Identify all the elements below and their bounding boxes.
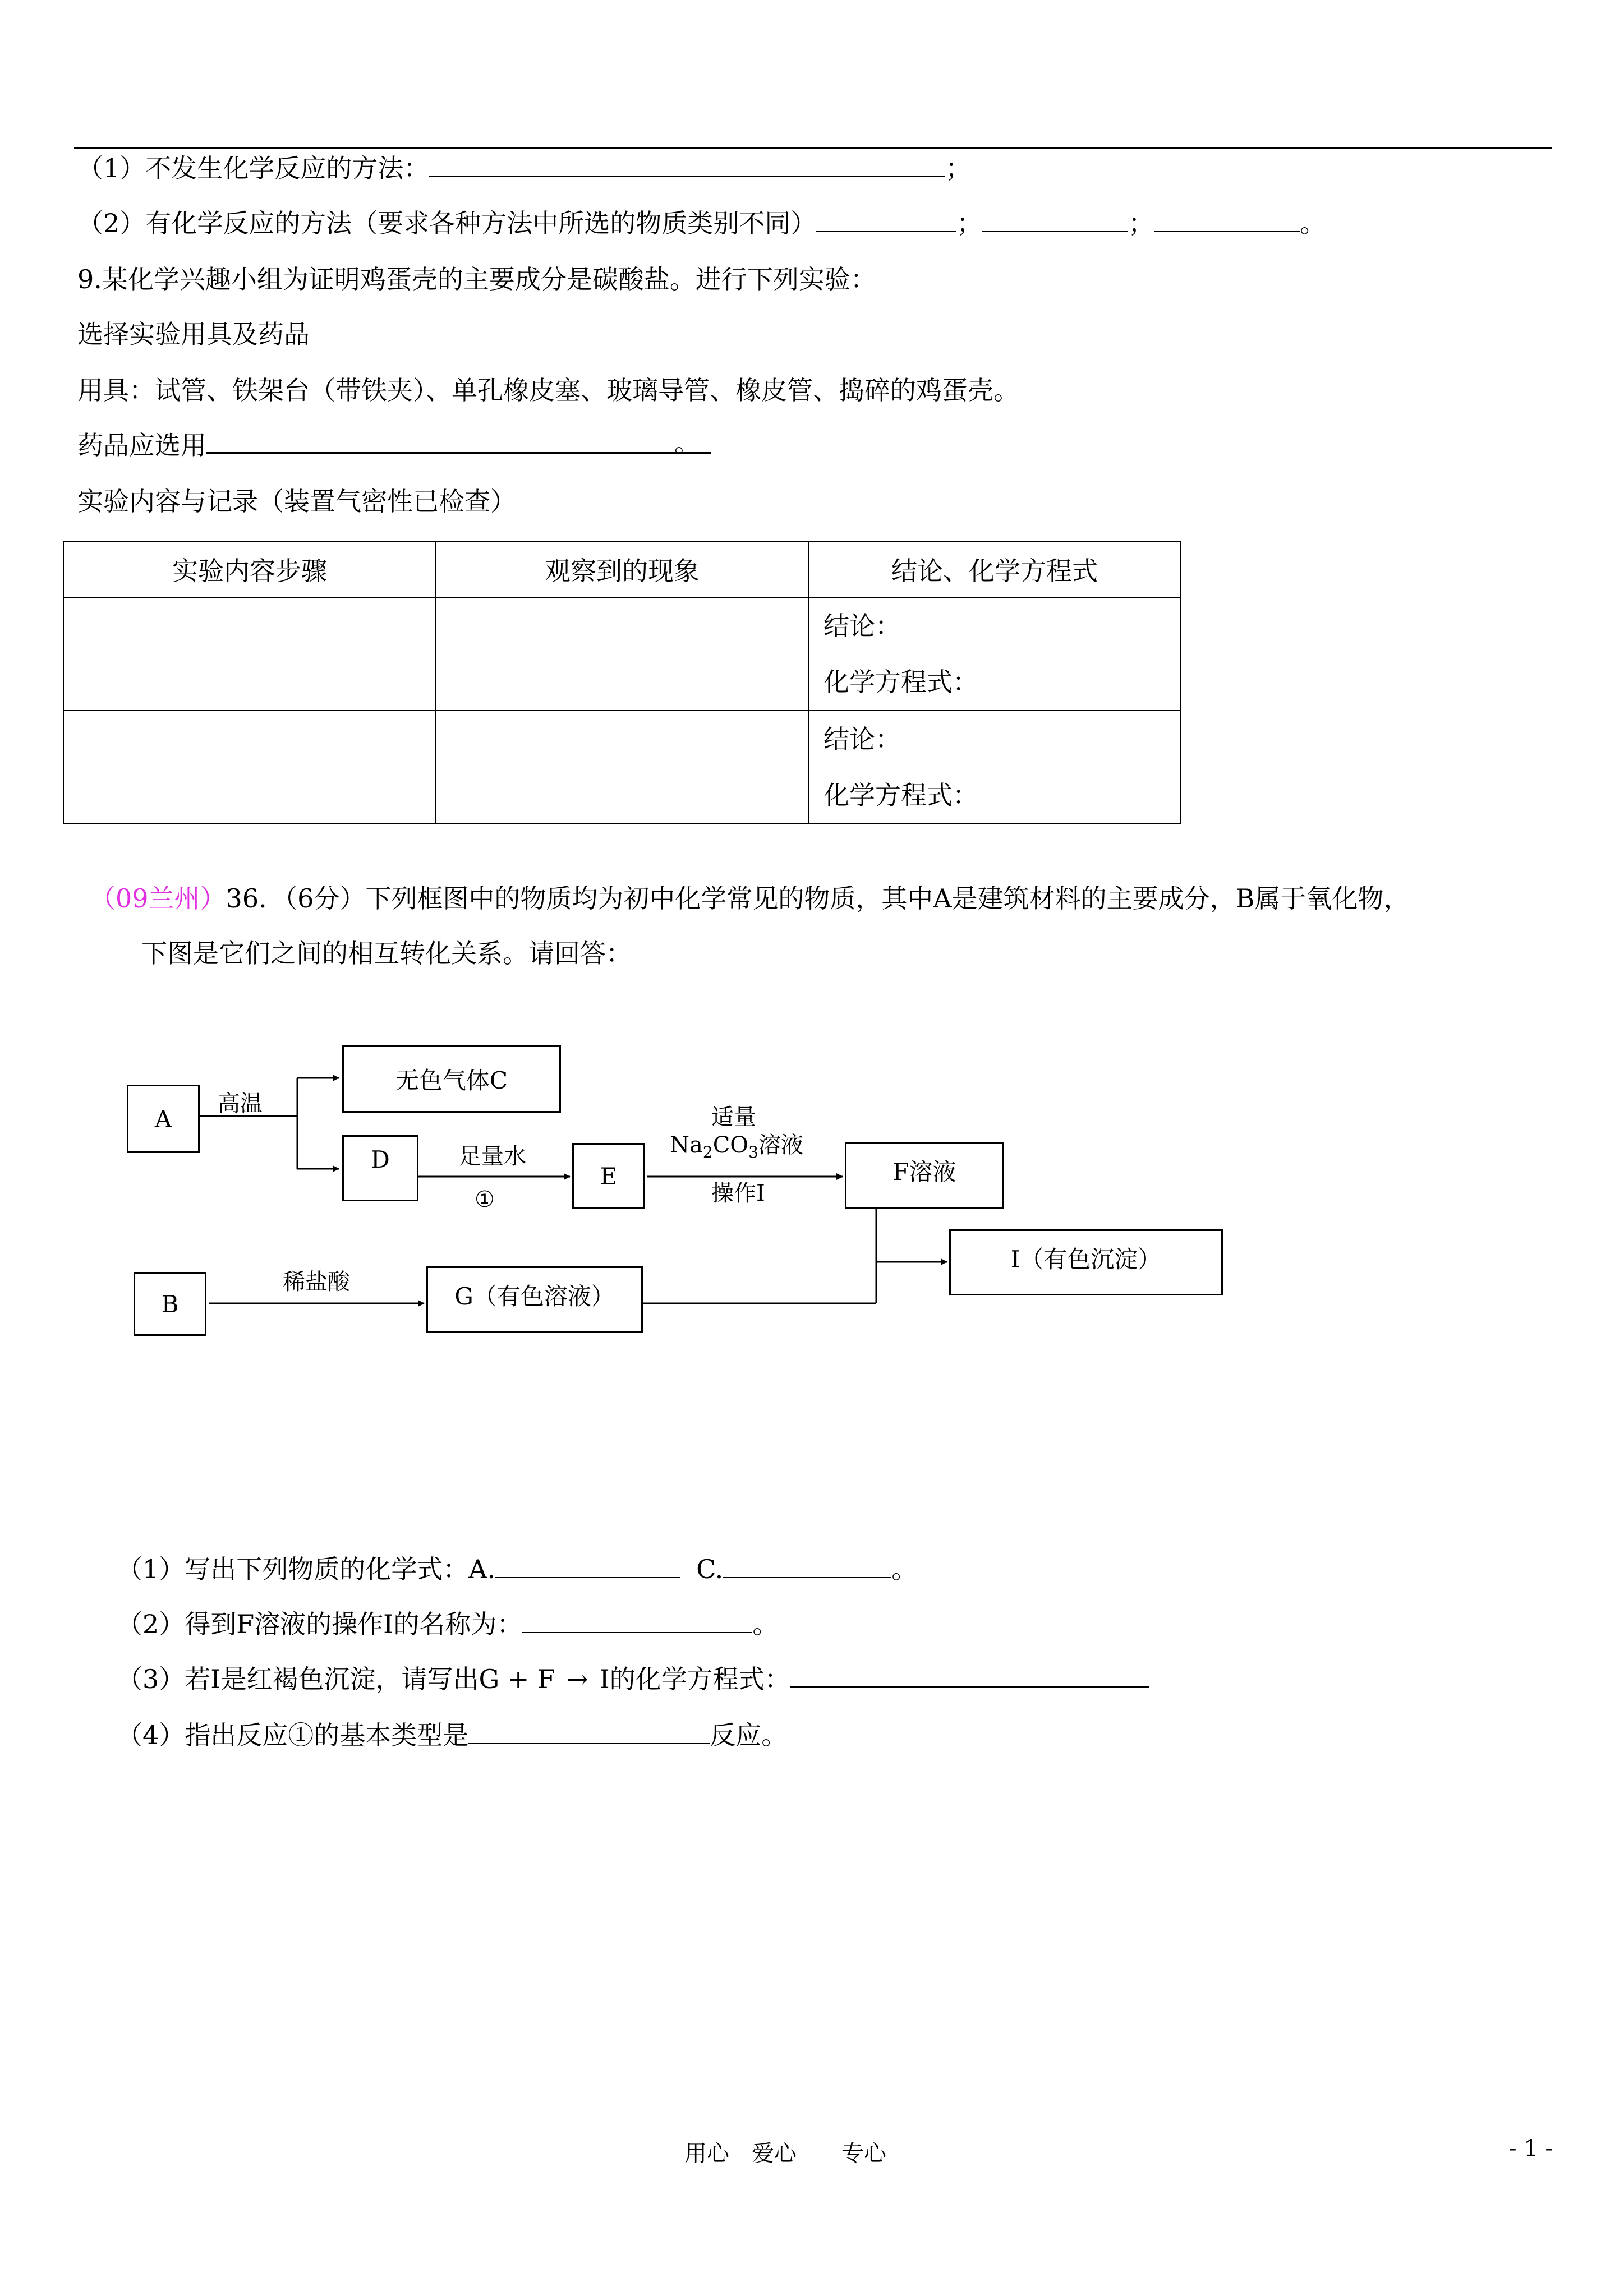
equation-label: 化学方程式： [823, 667, 978, 697]
label-high-temp: 高温 [218, 1091, 263, 1117]
q8-line2-prefix: （2）有化学反应的方法（要求各种方法中所选的物质类别不同） [77, 208, 817, 238]
q36-sub2 [117, 1608, 778, 1640]
node-f: F溶液 [845, 1142, 1004, 1209]
formula-sub3: 3 [748, 1143, 758, 1161]
q9-drug-prefix: 药品应选用 [77, 430, 206, 460]
conclusion-label: 结论： [823, 724, 901, 754]
q9-tools: 用具：试管、铁架台（带铁夹）、单孔橡皮塞、玻璃导管、橡皮管、捣碎的鸡蛋壳。 [77, 375, 1019, 405]
sub1-suffix: 。 [891, 1554, 918, 1584]
node-e: E [572, 1143, 645, 1209]
source-tag: （09兰州） [90, 883, 226, 914]
table-header-phenomenon: 观察到的现象 [436, 541, 808, 597]
arrow-symbol: → [566, 1664, 588, 1694]
q36-sub1 [117, 1553, 917, 1585]
q36-intro-line2: 下图是它们之间的相互转化关系。请回答： [141, 938, 632, 969]
sub3-mid: I的化学方程式： [599, 1664, 790, 1694]
sub2-suffix: 。 [752, 1609, 779, 1639]
q9-select-title: 选择实验用具及药品 [77, 319, 310, 349]
sub4-prefix: （4）指出反应①的基本类型是 [117, 1720, 469, 1750]
node-d: D [342, 1135, 418, 1201]
answer-blank-c[interactable] [723, 1555, 891, 1578]
node-g: G（有色溶液） [426, 1266, 643, 1333]
sub3-prefix: （3）若I是红褐色沉淀，请写出G + F [117, 1664, 555, 1694]
label-na2co3-solution [670, 1127, 803, 1161]
node-b: B [134, 1272, 206, 1336]
sub2-prefix: （2）得到F溶液的操作Ⅰ的名称为： [117, 1609, 523, 1639]
sub1-prefix: （1）写出下列物质的化学式：A. [117, 1554, 496, 1584]
q8-line2-suffix: 。 [1300, 208, 1326, 238]
formula-sub2: 2 [702, 1143, 713, 1161]
conclusion-label: 结论： [823, 611, 901, 641]
sub1-mid: C. [696, 1554, 724, 1584]
q8-line1-suffix: ； [945, 153, 972, 183]
q36-sub3 [117, 1663, 1149, 1695]
answer-blank[interactable] [468, 1721, 710, 1744]
table-header-step: 实验内容步骤 [63, 541, 436, 597]
label-appropriate-amount: 适量 [711, 1104, 756, 1130]
table-header-conclusion: 结论、化学方程式 [808, 541, 1181, 597]
node-i: I（有色沉淀） [949, 1229, 1223, 1295]
q36-sub4 [117, 1719, 787, 1751]
q9-drug-suffix: 。 [674, 428, 700, 458]
q8-line1-prefix: （1）不发生化学反应的方法： [77, 153, 430, 183]
label-sufficient-water: 足量水 [459, 1144, 526, 1169]
page-number: - 1 - [1509, 2136, 1553, 2161]
footer-motto: 用心 爱心 专心 [684, 2141, 886, 2166]
label-dilute-hcl: 稀盐酸 [283, 1269, 350, 1295]
answer-blank-a[interactable] [495, 1555, 680, 1578]
node-c: 无色气体C [342, 1045, 561, 1113]
answer-blank[interactable] [522, 1610, 752, 1633]
label-operation-1: 操作Ⅰ [711, 1181, 765, 1206]
q9-title: 9.某化学兴趣小组为证明鸡蛋壳的主要成分是碳酸盐。进行下列实验： [77, 264, 876, 294]
q8-sep: ； [956, 208, 983, 238]
sub4-suffix: 反应。 [710, 1720, 788, 1750]
q8-sep: ； [1128, 208, 1154, 238]
answer-blank[interactable] [790, 1663, 1149, 1688]
formula-solution: 溶液 [758, 1132, 803, 1158]
q36-intro-text: 36．（6分）下列框图中的物质均为初中化学常见的物质，其中A是建筑材料的主要成分，B属于氧化物， [226, 883, 1410, 914]
formula-na: Na [670, 1132, 703, 1158]
equation-label: 化学方程式： [823, 780, 978, 810]
label-reaction-1: ① [475, 1187, 495, 1212]
formula-co: CO [712, 1132, 749, 1158]
node-a: A [127, 1085, 200, 1153]
q9-record-title: 实验内容与记录（装置气密性已检查） [77, 486, 516, 517]
